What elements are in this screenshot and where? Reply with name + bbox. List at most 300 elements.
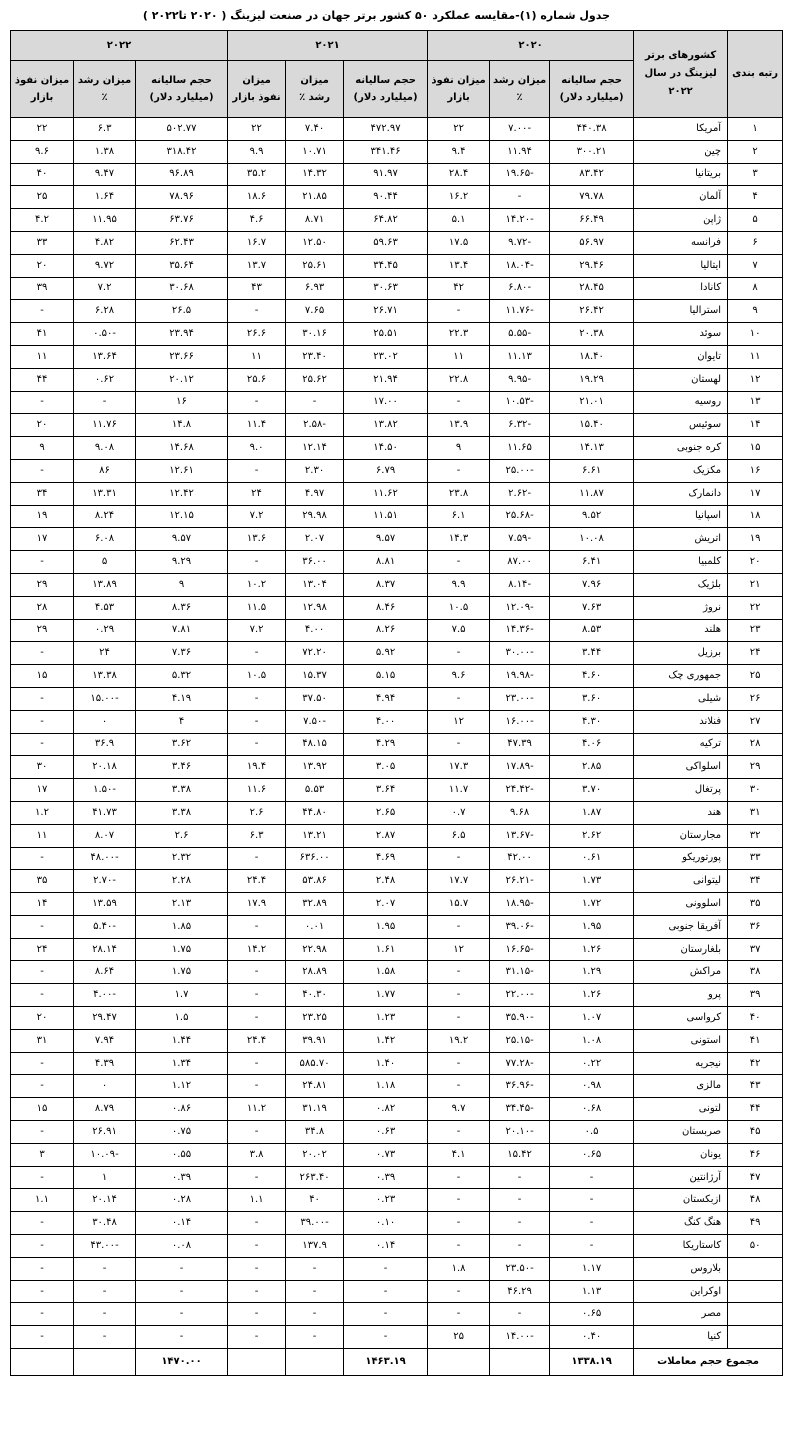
cell-penetration-2021: - (228, 1121, 286, 1144)
table-row (11, 1212, 783, 1235)
table-row (11, 938, 783, 961)
cell-penetration-2021: ۱۱ (228, 345, 286, 368)
table-row (11, 665, 783, 688)
cell-rank: ۱ (728, 118, 783, 141)
cell-growth-2022: ۶.۳ (74, 118, 136, 141)
cell-penetration-2021: ۱۳.۶ (228, 528, 286, 551)
cell-growth-2021: ۷.۴۰ (286, 118, 344, 141)
cell-growth-2021: ۲۱.۸۵ (286, 186, 344, 209)
cell-country: هنگ کنگ (634, 1212, 728, 1235)
cell-country: نروژ (634, 596, 728, 619)
cell-growth-2022: ۴۱.۷۳ (74, 801, 136, 824)
cell-growth-2020: -۲.۶۲ (490, 482, 550, 505)
cell-country: سوئیس (634, 414, 728, 437)
cell-country: لتونی (634, 1098, 728, 1121)
table-row (11, 209, 783, 232)
cell-volume-2021: ۱.۵۸ (344, 961, 428, 984)
cell-growth-2022: - (74, 1280, 136, 1303)
cell-volume-2021: ۴.۹۴ (344, 687, 428, 710)
cell-penetration-2021: ۱۱.۴ (228, 414, 286, 437)
cell-volume-2020: ۳.۷۰ (550, 779, 634, 802)
cell-volume-2022: ۱.۵ (136, 1007, 228, 1030)
cell-volume-2021: ۸.۲۶ (344, 619, 428, 642)
cell-volume-2022: ۴ (136, 710, 228, 733)
cell-penetration-2020: ۱۹.۲ (428, 1029, 490, 1052)
cell-growth-2020: -۹.۷۲ (490, 231, 550, 254)
cell-penetration-2022: - (11, 733, 74, 756)
cell-penetration-2021: ۹.۹ (228, 140, 286, 163)
cell-growth-2021: ۱۳.۹۲ (286, 756, 344, 779)
cell-growth-2020: -۱۲.۰۹ (490, 596, 550, 619)
cell-growth-2021: - (286, 1326, 344, 1349)
cell-rank: ۴۹ (728, 1212, 783, 1235)
cell-penetration-2021: - (228, 1280, 286, 1303)
cell-growth-2022: ۲۹.۴۷ (74, 1007, 136, 1030)
cell-rank (728, 1303, 783, 1326)
cell-penetration-2021: ۱۱.۶ (228, 779, 286, 802)
cell-volume-2022: ۱۲.۱۵ (136, 505, 228, 528)
cell-volume-2020: ۶.۴۱ (550, 551, 634, 574)
cell-penetration-2021: ۴.۶ (228, 209, 286, 232)
cell-volume-2020: ۰.۶۵ (550, 1143, 634, 1166)
cell-country: نیجریه (634, 1052, 728, 1075)
cell-growth-2022: ۴.۳۹ (74, 1052, 136, 1075)
cell-volume-2021: - (344, 1257, 428, 1280)
cell-penetration-2020: ۹.۶ (428, 665, 490, 688)
cell-growth-2022: - (74, 1303, 136, 1326)
cell-volume-2022: ۰.۲۸ (136, 1189, 228, 1212)
cell-growth-2020: -۱۴.۲۰ (490, 209, 550, 232)
cell-penetration-2020: ۹.۴ (428, 140, 490, 163)
cell-growth-2021: -۳۹.۰۰ (286, 1212, 344, 1235)
cell-rank: ۱۰ (728, 323, 783, 346)
cell-penetration-2022: - (11, 847, 74, 870)
cell-penetration-2022: ۲۹ (11, 573, 74, 596)
cell-penetration-2020: ۱۱.۷ (428, 779, 490, 802)
cell-penetration-2022: - (11, 915, 74, 938)
cell-growth-2020: -۳۵.۹۰ (490, 1007, 550, 1030)
cell-penetration-2022: - (11, 1280, 74, 1303)
cell-growth-2020: -۳۴.۴۵ (490, 1098, 550, 1121)
cell-growth-2020: - (490, 186, 550, 209)
cell-penetration-2021: - (228, 733, 286, 756)
cell-penetration-2022: - (11, 1212, 74, 1235)
cell-penetration-2021: - (228, 1075, 286, 1098)
cell-volume-2020: ۳۰۰.۲۱ (550, 140, 634, 163)
cell-country: اسلوونی (634, 893, 728, 916)
cell-volume-2022: - (136, 1303, 228, 1326)
cell-penetration-2022: ۱۵ (11, 1098, 74, 1121)
header-growth-2020: میزان رشد ٪ (490, 61, 550, 118)
cell-country: آفریقا جنوبی (634, 915, 728, 938)
cell-growth-2021: ۵۸۵.۷۰ (286, 1052, 344, 1075)
cell-penetration-2020: ۷.۵ (428, 619, 490, 642)
table-row (11, 1075, 783, 1098)
cell-penetration-2020: ۱۳.۹ (428, 414, 490, 437)
cell-volume-2021: ۱.۴۰ (344, 1052, 428, 1075)
cell-volume-2021: ۰.۱۰ (344, 1212, 428, 1235)
cell-country: اتریش (634, 528, 728, 551)
total-empty (286, 1349, 344, 1376)
cell-volume-2021: ۰.۷۳ (344, 1143, 428, 1166)
cell-growth-2021: ۳۰.۱۶ (286, 323, 344, 346)
cell-volume-2022: ۱.۴۴ (136, 1029, 228, 1052)
cell-growth-2020: - (490, 1212, 550, 1235)
cell-growth-2020: -۲۳.۵۰ (490, 1257, 550, 1280)
cell-volume-2021: ۳.۶۴ (344, 779, 428, 802)
cell-country: پرو (634, 984, 728, 1007)
cell-penetration-2021: ۲۴ (228, 482, 286, 505)
cell-rank: ۴۰ (728, 1007, 783, 1030)
cell-penetration-2022: - (11, 300, 74, 323)
cell-volume-2021: ۸.۴۶ (344, 596, 428, 619)
cell-rank: ۳۳ (728, 847, 783, 870)
cell-volume-2022: ۸.۳۶ (136, 596, 228, 619)
cell-penetration-2022: - (11, 1303, 74, 1326)
table-row (11, 1143, 783, 1166)
cell-rank: ۴۶ (728, 1143, 783, 1166)
cell-volume-2022: ۲۰.۱۲ (136, 368, 228, 391)
cell-penetration-2020: ۱۴.۳ (428, 528, 490, 551)
table-row (11, 459, 783, 482)
cell-volume-2020: ۲.۶۲ (550, 824, 634, 847)
cell-growth-2020: -۳۰.۰۰ (490, 642, 550, 665)
cell-penetration-2021: ۲۶.۶ (228, 323, 286, 346)
cell-country: دانمارک (634, 482, 728, 505)
cell-rank: ۲۲ (728, 596, 783, 619)
cell-volume-2020: ۲.۸۵ (550, 756, 634, 779)
cell-growth-2020: -۱۴.۳۶ (490, 619, 550, 642)
cell-penetration-2022: ۱۱ (11, 345, 74, 368)
cell-penetration-2021: - (228, 551, 286, 574)
cell-country: یونان (634, 1143, 728, 1166)
cell-penetration-2020: ۲۲.۳ (428, 323, 490, 346)
cell-country: بلاروس (634, 1257, 728, 1280)
cell-country: کاستاریکا (634, 1235, 728, 1258)
cell-growth-2020: ۱۱.۹۴ (490, 140, 550, 163)
cell-penetration-2022: ۹.۶ (11, 140, 74, 163)
table-row (11, 961, 783, 984)
cell-volume-2022: ۳.۳۸ (136, 779, 228, 802)
cell-growth-2022: ۳۶.۹ (74, 733, 136, 756)
cell-volume-2021: ۴.۲۹ (344, 733, 428, 756)
cell-country: ازبکستان (634, 1189, 728, 1212)
cell-growth-2021: ۲۳.۴۰ (286, 345, 344, 368)
cell-volume-2022: ۹ (136, 573, 228, 596)
cell-growth-2020: -۱۱.۷۶ (490, 300, 550, 323)
cell-growth-2022: ۹.۴۷ (74, 163, 136, 186)
cell-volume-2021: ۲.۰۷ (344, 893, 428, 916)
cell-penetration-2021: - (228, 391, 286, 414)
cell-penetration-2020: ۹ (428, 437, 490, 460)
cell-growth-2020: ۴۲.۰۰ (490, 847, 550, 870)
cell-growth-2020: -۲۵.۱۵ (490, 1029, 550, 1052)
cell-growth-2021: ۱۴.۳۲ (286, 163, 344, 186)
cell-penetration-2021: ۱۹.۴ (228, 756, 286, 779)
table-row (11, 414, 783, 437)
cell-penetration-2020: ۱۷.۵ (428, 231, 490, 254)
total-volume-2021: ۱۴۶۳.۱۹ (344, 1349, 428, 1376)
table-row (11, 368, 783, 391)
cell-volume-2021: ۹۰.۴۴ (344, 186, 428, 209)
total-label: مجموع حجم معاملات (634, 1349, 783, 1376)
table-row (11, 437, 783, 460)
cell-volume-2022: - (136, 1326, 228, 1349)
cell-penetration-2022: - (11, 1121, 74, 1144)
cell-country: استونی (634, 1029, 728, 1052)
cell-penetration-2020: ۱۲ (428, 938, 490, 961)
cell-volume-2021: ۰.۲۳ (344, 1189, 428, 1212)
cell-volume-2021: ۳۴.۴۵ (344, 254, 428, 277)
cell-country: کلمبیا (634, 551, 728, 574)
cell-penetration-2021: - (228, 687, 286, 710)
cell-penetration-2022: ۴۴ (11, 368, 74, 391)
cell-growth-2022: -۱.۵۰ (74, 779, 136, 802)
cell-volume-2021: ۸.۳۷ (344, 573, 428, 596)
cell-growth-2021: ۶.۹۳ (286, 277, 344, 300)
cell-penetration-2022: ۱۷ (11, 528, 74, 551)
cell-growth-2021: ۵.۵۳ (286, 779, 344, 802)
header-volume-2020: حجم سالیانه (میلیارد دلار) (550, 61, 634, 118)
cell-volume-2022: ۵۰۲.۷۷ (136, 118, 228, 141)
cell-volume-2021: ۱.۷۷ (344, 984, 428, 1007)
cell-volume-2020: ۸.۵۳ (550, 619, 634, 642)
cell-growth-2021: ۴۸.۱۵ (286, 733, 344, 756)
cell-volume-2021: ۱.۶۱ (344, 938, 428, 961)
cell-penetration-2021: - (228, 961, 286, 984)
cell-country: پرتغال (634, 779, 728, 802)
cell-volume-2022: ۳.۶۲ (136, 733, 228, 756)
table-row (11, 687, 783, 710)
cell-penetration-2020: ۲۵ (428, 1326, 490, 1349)
cell-growth-2021: ۴.۹۷ (286, 482, 344, 505)
cell-volume-2022: ۰.۵۵ (136, 1143, 228, 1166)
cell-volume-2022: ۱.۸۵ (136, 915, 228, 938)
cell-volume-2021: ۱۳.۸۲ (344, 414, 428, 437)
cell-growth-2022: -۴۳.۰۰ (74, 1235, 136, 1258)
cell-volume-2022: ۷.۸۱ (136, 619, 228, 642)
cell-volume-2021: ۲۶.۷۱ (344, 300, 428, 323)
cell-penetration-2020: - (428, 1280, 490, 1303)
cell-volume-2020: ۰.۵ (550, 1121, 634, 1144)
cell-growth-2020: -۸.۱۴ (490, 573, 550, 596)
cell-penetration-2021: ۳.۸ (228, 1143, 286, 1166)
cell-volume-2022: ۲.۳۲ (136, 847, 228, 870)
cell-volume-2021: ۰.۸۲ (344, 1098, 428, 1121)
cell-volume-2022: ۲۳.۶۶ (136, 345, 228, 368)
table-row (11, 1029, 783, 1052)
cell-growth-2021: ۲۰.۰۲ (286, 1143, 344, 1166)
cell-volume-2021: ۰.۱۴ (344, 1235, 428, 1258)
cell-volume-2021: ۹۱.۹۷ (344, 163, 428, 186)
cell-growth-2020: -۲۵.۰۰ (490, 459, 550, 482)
cell-penetration-2021: - (228, 1166, 286, 1189)
cell-penetration-2022: - (11, 1257, 74, 1280)
cell-volume-2021: ۵.۱۵ (344, 665, 428, 688)
cell-growth-2021: ۲۵.۶۱ (286, 254, 344, 277)
cell-volume-2020: - (550, 1189, 634, 1212)
cell-growth-2022: ۸۶ (74, 459, 136, 482)
cell-volume-2021: ۰.۶۳ (344, 1121, 428, 1144)
table-row (11, 1189, 783, 1212)
cell-growth-2022: -۵.۴۰ (74, 915, 136, 938)
cell-rank: ۳۰ (728, 779, 783, 802)
cell-penetration-2021: - (228, 710, 286, 733)
cell-growth-2021: ۳۹.۹۱ (286, 1029, 344, 1052)
cell-volume-2020: ۱۵.۴۰ (550, 414, 634, 437)
cell-volume-2020: ۱.۲۹ (550, 961, 634, 984)
cell-volume-2022: ۲.۱۳ (136, 893, 228, 916)
cell-rank: ۸ (728, 277, 783, 300)
cell-growth-2022: ۷.۲ (74, 277, 136, 300)
cell-volume-2022: ۵.۳۲ (136, 665, 228, 688)
cell-growth-2021: ۴۴.۸۰ (286, 801, 344, 824)
cell-country: بریتانیا (634, 163, 728, 186)
cell-penetration-2022: ۲۰ (11, 254, 74, 277)
cell-penetration-2021: - (228, 642, 286, 665)
cell-penetration-2020: ۶.۵ (428, 824, 490, 847)
cell-growth-2021: ۲۹.۹۸ (286, 505, 344, 528)
cell-growth-2021: - (286, 1257, 344, 1280)
table-row (11, 163, 783, 186)
cell-growth-2022: - (74, 391, 136, 414)
cell-volume-2020: ۷.۶۳ (550, 596, 634, 619)
cell-penetration-2021: ۱۰.۲ (228, 573, 286, 596)
cell-growth-2022: -۱۰.۰۹ (74, 1143, 136, 1166)
table-row (11, 528, 783, 551)
cell-penetration-2022: - (11, 1052, 74, 1075)
cell-country: اوکراین (634, 1280, 728, 1303)
cell-growth-2022: ۰.۶۲ (74, 368, 136, 391)
cell-growth-2020: -۷.۵۹ (490, 528, 550, 551)
total-empty (428, 1349, 490, 1376)
cell-volume-2020: ۱.۷۲ (550, 893, 634, 916)
cell-volume-2021: ۲۳.۰۲ (344, 345, 428, 368)
cell-volume-2020: ۱.۹۵ (550, 915, 634, 938)
cell-growth-2022: ۶.۲۸ (74, 300, 136, 323)
cell-penetration-2021: ۱۰.۵ (228, 665, 286, 688)
cell-country: کرواسی (634, 1007, 728, 1030)
cell-penetration-2021: ۷.۲ (228, 619, 286, 642)
cell-volume-2020: ۱۱.۸۷ (550, 482, 634, 505)
cell-volume-2021: ۶۴.۸۲ (344, 209, 428, 232)
table-row (11, 1052, 783, 1075)
cell-penetration-2021: ۱۴.۲ (228, 938, 286, 961)
cell-growth-2021: ۱۲.۵۰ (286, 231, 344, 254)
cell-country: کره جنوبی (634, 437, 728, 460)
table-row (11, 733, 783, 756)
cell-volume-2022: ۲.۶ (136, 824, 228, 847)
cell-growth-2020: ۹.۶۸ (490, 801, 550, 824)
cell-growth-2022: ۱.۶۴ (74, 186, 136, 209)
cell-growth-2022: ۳۰.۴۸ (74, 1212, 136, 1235)
cell-volume-2021: ۱.۲۳ (344, 1007, 428, 1030)
cell-penetration-2020: - (428, 1007, 490, 1030)
cell-penetration-2020: ۶.۱ (428, 505, 490, 528)
cell-volume-2021: ۹.۵۷ (344, 528, 428, 551)
cell-growth-2022: ۲۰.۱۴ (74, 1189, 136, 1212)
cell-volume-2020: ۱.۰۸ (550, 1029, 634, 1052)
table-row (11, 118, 783, 141)
cell-volume-2020: ۱.۱۳ (550, 1280, 634, 1303)
cell-rank: ۲۶ (728, 687, 783, 710)
cell-growth-2022: ۲۶.۹۱ (74, 1121, 136, 1144)
cell-penetration-2020: ۱۲ (428, 710, 490, 733)
table-row (11, 1326, 783, 1349)
cell-volume-2021: ۱.۱۸ (344, 1075, 428, 1098)
cell-rank: ۴۲ (728, 1052, 783, 1075)
cell-penetration-2021: - (228, 1303, 286, 1326)
cell-growth-2021: ۲۶۳.۴۰ (286, 1166, 344, 1189)
cell-rank: ۱۷ (728, 482, 783, 505)
cell-rank: ۳۸ (728, 961, 783, 984)
cell-growth-2020: -۱۹.۶۵ (490, 163, 550, 186)
cell-volume-2021: ۱۷.۰۰ (344, 391, 428, 414)
cell-volume-2021: ۴۷۲.۹۷ (344, 118, 428, 141)
cell-country: مراکش (634, 961, 728, 984)
table-row (11, 870, 783, 893)
cell-volume-2022: ۳۰.۶۸ (136, 277, 228, 300)
cell-volume-2020: ۲۶.۴۲ (550, 300, 634, 323)
cell-growth-2021: ۳۷.۵۰ (286, 687, 344, 710)
cell-penetration-2021: ۱.۱ (228, 1189, 286, 1212)
cell-volume-2020: ۶۶.۴۹ (550, 209, 634, 232)
cell-growth-2020: -۱۶.۰۰ (490, 710, 550, 733)
cell-volume-2021: ۱.۴۲ (344, 1029, 428, 1052)
cell-volume-2020: ۴.۰۶ (550, 733, 634, 756)
table-row (11, 1257, 783, 1280)
cell-growth-2022: - (74, 1257, 136, 1280)
cell-rank: ۲ (728, 140, 783, 163)
cell-country: کانادا (634, 277, 728, 300)
cell-growth-2022: ۱ (74, 1166, 136, 1189)
cell-growth-2021: ۳۶.۰۰ (286, 551, 344, 574)
cell-penetration-2022: - (11, 642, 74, 665)
total-empty (74, 1349, 136, 1376)
cell-growth-2020: -۱۴.۰۰ (490, 1326, 550, 1349)
cell-growth-2022: ۱۳.۳۱ (74, 482, 136, 505)
cell-volume-2022: ۳۱۸.۴۲ (136, 140, 228, 163)
cell-rank: ۲۱ (728, 573, 783, 596)
cell-growth-2021: ۱۳.۰۴ (286, 573, 344, 596)
cell-volume-2020: ۹.۵۲ (550, 505, 634, 528)
cell-rank: ۶ (728, 231, 783, 254)
cell-growth-2022: ۴.۸۲ (74, 231, 136, 254)
cell-penetration-2020: - (428, 1303, 490, 1326)
cell-growth-2020: ۱۱.۶۵ (490, 437, 550, 460)
cell-penetration-2020: ۲۳.۸ (428, 482, 490, 505)
cell-growth-2020: -۹.۹۵ (490, 368, 550, 391)
total-volume-2020: ۱۳۳۸.۱۹ (550, 1349, 634, 1376)
cell-volume-2022: ۷.۳۶ (136, 642, 228, 665)
cell-growth-2021: ۷۲.۲۰ (286, 642, 344, 665)
cell-volume-2021: ۳.۰۵ (344, 756, 428, 779)
cell-volume-2022: ۰.۰۸ (136, 1235, 228, 1258)
cell-country: شیلی (634, 687, 728, 710)
cell-penetration-2020: - (428, 847, 490, 870)
cell-volume-2022: ۳۵.۶۴ (136, 254, 228, 277)
cell-growth-2021: ۴۰ (286, 1189, 344, 1212)
cell-growth-2020: -۶.۳۲ (490, 414, 550, 437)
cell-penetration-2022: - (11, 1235, 74, 1258)
cell-country: ایتالیا (634, 254, 728, 277)
cell-volume-2020: ۱۰.۰۸ (550, 528, 634, 551)
cell-penetration-2020: ۲۸.۴ (428, 163, 490, 186)
cell-country: آرژانتین (634, 1166, 728, 1189)
cell-penetration-2022: ۱۷ (11, 779, 74, 802)
cell-growth-2021: ۷.۶۵ (286, 300, 344, 323)
cell-growth-2021: ۱۵.۳۷ (286, 665, 344, 688)
